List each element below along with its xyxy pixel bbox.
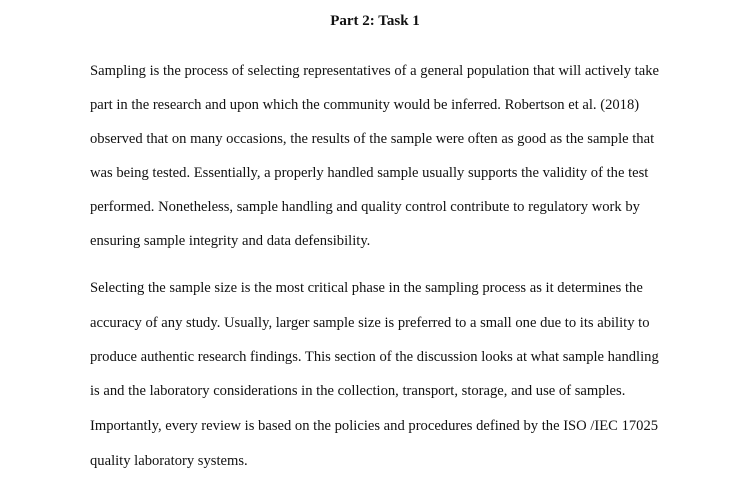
paragraph-line: performed. Nonetheless, sample handling and quality control contribute to regulatory work by bbox=[90, 199, 640, 215]
paragraph-line: was being tested. Essentially, a properly handled sample usually supports the validity of the test bbox=[90, 165, 649, 181]
paragraph-line: produce authentic research findings. This section of the discussion looks at what sample handling bbox=[90, 349, 659, 365]
paragraph-line: ensuring sample integrity and data defensibility. bbox=[90, 233, 371, 249]
paragraph-line: Selecting the sample size is the most critical phase in the sampling process as it determines the bbox=[90, 280, 643, 296]
section-heading: Part 2: Task 1 bbox=[330, 13, 420, 29]
paragraph-line: observed that on many occasions, the results of the sample were often as good as the sample that bbox=[90, 131, 655, 147]
paragraph-line: Sampling is the process of selecting representatives of a general population that will actively take bbox=[90, 63, 659, 79]
paragraph-line: part in the research and upon which the community would be inferred. Robertson et al. (2018) bbox=[90, 97, 640, 113]
paragraph-line: Importantly, every review is based on the policies and procedures defined by the ISO /IEC 17025 bbox=[90, 418, 659, 434]
paragraph-line: is and the laboratory considerations in the collection, transport, storage, and use of samples. bbox=[90, 383, 626, 399]
paragraph-line: accuracy of any study. Usually, larger sample size is preferred to a small one due to its ability to bbox=[90, 315, 650, 331]
paragraph-line: quality laboratory systems. bbox=[90, 453, 248, 469]
